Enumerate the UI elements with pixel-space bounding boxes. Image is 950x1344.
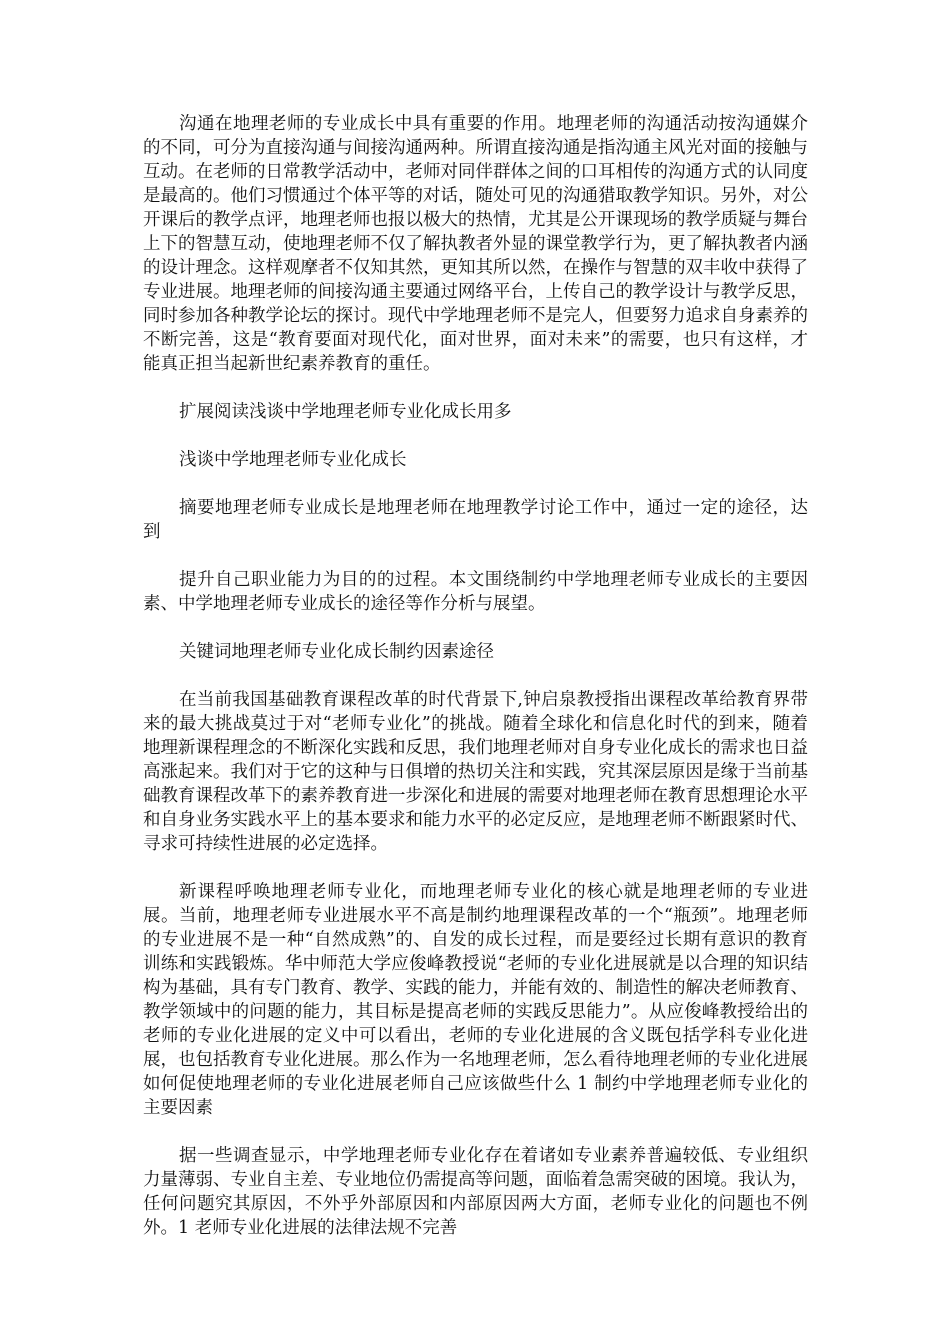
keywords-line: 关键词地理老师专业化成长制约因素途径 [179, 642, 494, 662]
abstract-continuation: 提升自己职业能力为目的的过程。本文围绕制约中学地理老师专业成长的主要因素、中学地理老师专业成长的途径等作分析与展望。 [143, 570, 808, 614]
document-page [143, 112, 808, 1264]
paragraph-new-curriculum: 新课程呼唤地理老师专业化，而地理老师专业化的核心就是地理老师的专业进展。当前，地理老师专业进展水平不高是制约地理课程改革的一个“瓶颈”。地理老师的专业进展不是一种“自然成熟”的、自发的成长过程，而是要经过长期有意识的教育训练和实践锻炼。华中师范大学应俊峰教授说“老师的专业化进展就是以合理的知识结构为基础，具有专门教育、教学、实践的能力，并能有效的、制造性的解决老师教育、教学领域中的问题的能力，其目标是提高老师的实践反思能力”。从应俊峰教授给出的老师的专业化进展的定义中可以看出，老师的专业化进展的含义既包括学科专业化进展，也包括教育专业化进展。那么作为一名地理老师，怎么看待地理老师的专业化进展如何促使地理老师的专业化进展老师自己应该做些什么 1 制约中学地理老师专业化的主要因素 [143, 882, 808, 1118]
paragraph-background: 在当前我国基础教育课程改革的时代背景下,钟启泉教授指出课程改革给教育界带来的最大挑战莫过于对“老师专业化”的挑战。随着全球化和信息化时代的到来，随着地理新课程理念的不断深化实践和反思，我们地理老师对自身专业化成长的需求也日益高涨起来。我们对于它的这种与日俱增的热切关注和实践，究其深层原因是缘于当前基础教育课程改革下的素养教育进一步深化和进展的需要对地理老师在教育思想理论水平和自身业务实践水平上的基本要求和能力水平的必定反应，是地理老师不断跟紧时代、寻求可持续性进展的必定选择。 [143, 690, 808, 854]
extended-reading-heading: 扩展阅读浅谈中学地理老师专业化成长用多 [179, 402, 512, 422]
paragraph-communication: 沟通在地理老师的专业成长中具有重要的作用。地理老师的沟通活动按沟通媒介的不同，可分为直接沟通与间接沟通两种。所谓直接沟通是指沟通主风光对面的接触与互动。在老师的日常教学活动中，老师对同伴群体之间的口耳相传的沟通方式的认同度是最高的。他们习惯通过个体平等的对话，随处可见的沟通猎取教学知识。另外，对公开课后的教学点评，地理老师也报以极大的热情，尤其是公开课现场的教学质疑与舞台上下的智慧互动，使地理老师不仅了解执教者外显的课堂教学行为，更了解执教者内涵的设计理念。这样观摩者不仅知其然，更知其所以然，在操作与智慧的双丰收中获得了专业进展。地理老师的间接沟通主要通过网络平台，上传自己的教学设计与教学反思，同时参加各种教学论坛的探讨。现代中学地理老师不是完人，但要努力追求自身素养的不断完善，这是“教育要面对现代化，面对世界，面对未来”的需要，也只有这样，才能真正担当起新世纪素养教育的重任。 [143, 114, 808, 374]
abstract-paragraph: 摘要地理老师专业成长是地理老师在地理教学讨论工作中，通过一定的途径，达到 [143, 498, 808, 542]
paragraph-survey: 据一些调查显示，中学地理老师专业化存在着诸如专业素养普遍较低、专业组织力量薄弱、专业自主差、专业地位仍需提高等问题，面临着急需突破的困境。我认为，任何问题究其原因，不外乎外部原因和内部原因两大方面，老师专业化的问题也不例外。1 老师专业化进展的法律法规不完善 [143, 1146, 808, 1238]
article-title: 浅谈中学地理老师专业化成长 [179, 450, 407, 470]
